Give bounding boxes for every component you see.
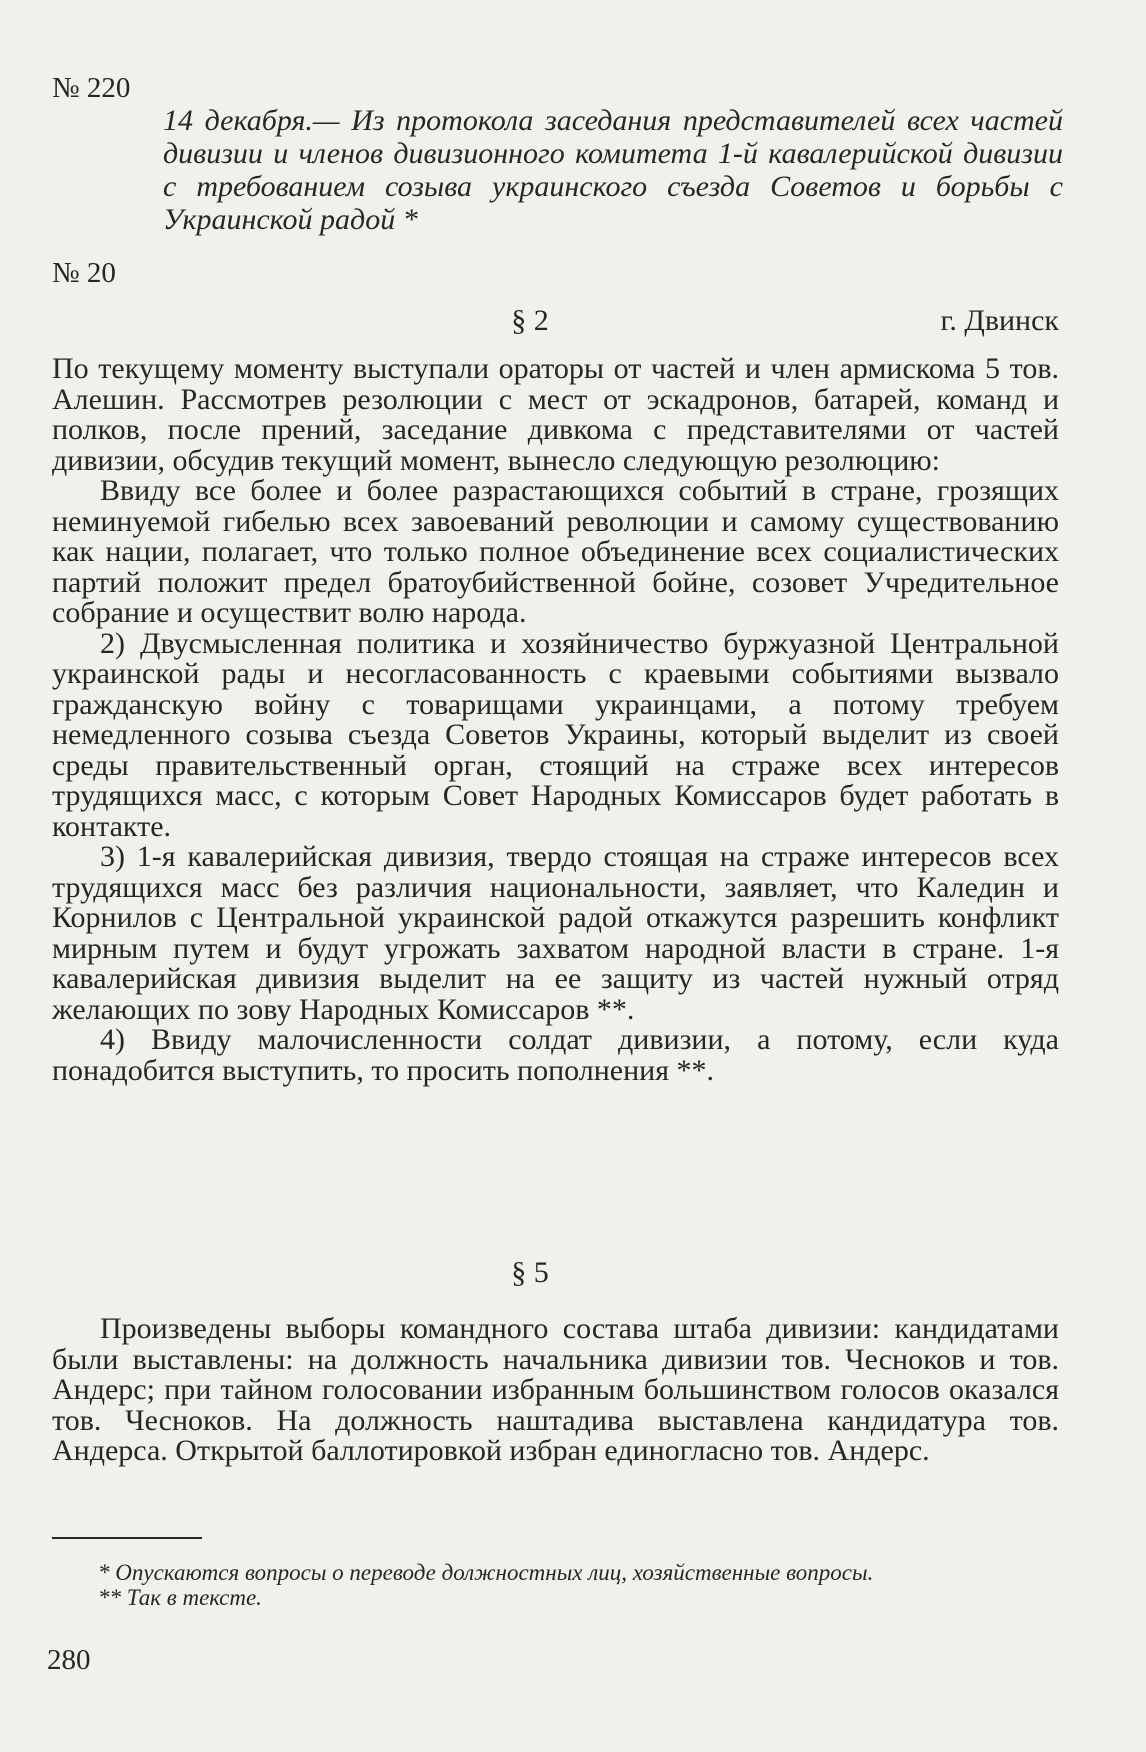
footnote-1: * Опускаются вопросы о переводе должностных лиц, хозяйственные вопросы.	[98, 1560, 874, 1585]
resolution-point-2: 2) Двусмысленная политика и хозяйничество буржуазной Центральной украинской рады и несогласованность с краевыми событиями вызвало гражданскую войну с товарищами украинцами, а потому требуем немедленного созыва съезда Советов Украины, который выделит из своей среды правительственный орган, стоящий на страже всех интересов трудящихся масс, с которым Совет Народных Комиссаров будет работать в контакте.	[52, 626, 1059, 843]
section-5-heading: § 5	[511, 1256, 549, 1289]
intro-paragraph: По текущему моменту выступали ораторы от частей и член армискома 5 тов. Алешин. Рассмотрев резолюции с мест от эскадронов, батарей, команд и полков, после прений, заседание дивкома с представителями от частей дивизии, обсудив текущий момент, вынесло следующую резолюцию:	[52, 352, 1059, 477]
footnotes	[98, 1560, 1058, 1610]
place-of-meeting: г. Двинск	[940, 304, 1059, 337]
section-5-body	[52, 1314, 1059, 1467]
section-2-heading: § 2	[511, 304, 549, 337]
resolution-point-3: 3) 1-я кавалерийская дивизия, твердо стоящая на страже интересов всех трудящихся масс без различия национальности, заявляет, что Каледин и Корнилов с Центральной украинской радой откажутся разрешить конфликт мирным путем и будут угрожать захватом народной власти в стране. 1-я кавалерийская дивизия выделит на ее защиту из частей нужный отряд желающих по зову Народных Комиссаров **.	[52, 840, 1059, 1026]
document-number: № 220	[52, 72, 131, 104]
resolution-point-4: 4) Ввиду малочисленности солдат дивизии, а потому, если куда понадобится выступить, то просить пополнения **.	[52, 1023, 1059, 1087]
footnote-2: ** Так в тексте.	[98, 1585, 262, 1610]
page-number: 280	[47, 1644, 91, 1676]
footnote-divider	[52, 1537, 202, 1539]
resolution-point-1: Ввиду все более и более разрастающихся событий в стране, грозящих неминуемой гибелью всех завоеваний революции и самому существованию как нации, полагает, что только полное объединение всех социалистических партий положит предел братоубийственной бойне, созовет Учредительное собрание и осуществит волю народа.	[52, 474, 1059, 629]
document-title: 14 декабря.— Из протокола заседания представителей всех частей дивизии и членов дивизионного комитета 1-й кавалерийской дивизии с требованием созыва украинского съезда Советов и борьбы с Украинской радой *	[163, 104, 1063, 236]
protocol-number: № 20	[52, 257, 116, 289]
elections-paragraph: Произведены выборы командного состава штаба дивизии: кандидатами были выставлены: на должность начальника дивизии тов. Чесноков и тов. Андерс; при тайном голосовании избранным большинством голосов оказался тов. Чесноков. На должность наштадива выставлена кандидатура тов. Андерса. Открытой баллотировкой избран единогласно тов. Андерс.	[52, 1312, 1059, 1467]
resolution-body	[52, 354, 1059, 1086]
